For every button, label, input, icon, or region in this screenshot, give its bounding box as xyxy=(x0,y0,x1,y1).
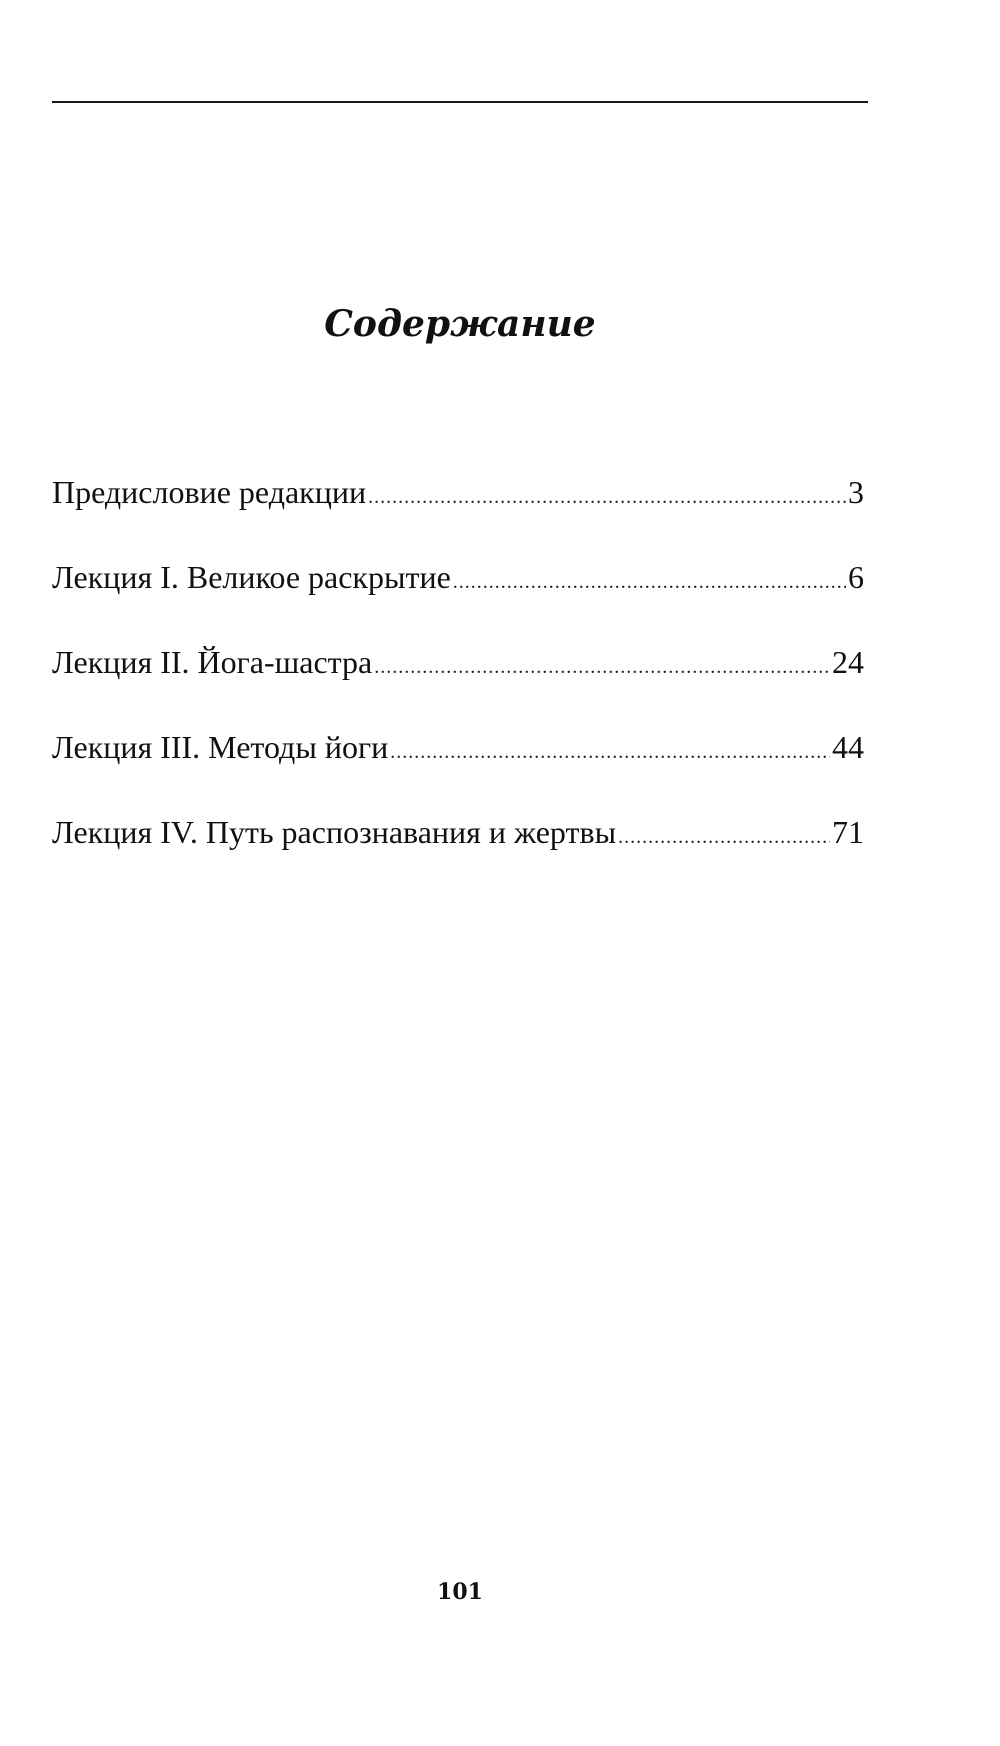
dot-leader xyxy=(453,560,846,604)
toc-entry-title: Предисловие редакции xyxy=(52,474,367,510)
header-rule xyxy=(52,101,868,103)
toc-heading: Содержание xyxy=(324,303,596,345)
toc-entry xyxy=(52,725,864,810)
toc-list xyxy=(52,470,864,895)
dot-leader xyxy=(390,730,830,774)
toc-entry-page: 71 xyxy=(832,814,864,850)
toc-entry-page: 6 xyxy=(848,559,864,595)
dot-leader xyxy=(618,815,830,859)
page-number: 101 xyxy=(437,1579,483,1605)
dot-leader xyxy=(374,645,830,689)
toc-entry xyxy=(52,470,864,555)
toc-entry-title: Лекция II. Йога-шастра xyxy=(52,644,373,680)
dot-leader xyxy=(368,475,846,519)
toc-entry xyxy=(52,555,864,640)
toc-entry xyxy=(52,810,864,895)
toc-entry-title: Лекция I. Великое раскрытие xyxy=(52,559,451,595)
toc-entry-page: 3 xyxy=(848,474,864,510)
toc-entry xyxy=(52,640,864,725)
toc-entry-page: 44 xyxy=(832,729,864,765)
toc-entry-page: 24 xyxy=(832,644,864,680)
toc-entry-title: Лекция III. Методы йоги xyxy=(52,729,389,765)
toc-entry-title: Лекция IV. Путь распознавания и жертвы xyxy=(52,814,617,850)
